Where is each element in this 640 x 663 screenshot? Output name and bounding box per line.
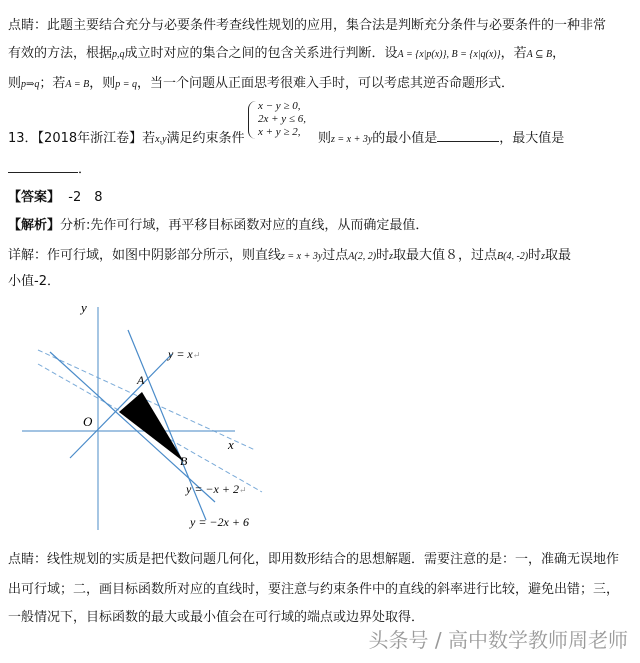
intro-line-1: 点睛：此题主要结合充分与必要条件考查线性规划的应用，集合法是判断充分条件与必要条件的一种非常 — [8, 18, 607, 33]
label-y-eq-neg-x-plus-2: y = −x + 2↵ — [186, 482, 247, 496]
axis-y-label: y — [81, 300, 87, 315]
constraint-2: 2x + y ≤ 6, — [258, 113, 306, 125]
summary-line-2: 出可行域；二，画目标函数所对应的直线时，要注意与约束条件中的直线的斜率进行比较，避免出错；三， — [8, 582, 620, 597]
label-y-eq-x: y = x↵ — [168, 347, 201, 361]
constraint-3: x + y ≥ 2, — [258, 126, 301, 138]
line-y-eq-neg-x-plus-2 — [50, 352, 215, 502]
intro-line-2: 有效的方法，根据p,q成立时对应的集合之间的包含关系进行判断．设A = {x|p(x)}, B = {x|q(x)}，若A ⊆ B， — [8, 46, 566, 61]
watermark: 头条号 / 高中数学教师周老师 — [368, 628, 628, 652]
constraint-1: x − y ≥ 0, — [258, 100, 301, 112]
point-b-label: B — [180, 454, 188, 468]
detail-line-1: 详解：作可行域，如图中阴影部分所示，则直线z = x + 3y过点A(2, 2)时z取最大值８，过点B(4, -2)时z取最 — [8, 248, 572, 263]
min-answer-blank — [437, 129, 499, 142]
detail-line-2: 小值-2． — [8, 274, 60, 289]
max-answer-line: ． — [8, 158, 91, 177]
summary-line-3: 一般情况下，目标函数的最大或最小值会在可行域的端点或边界处取得． — [8, 610, 425, 625]
system-brace — [248, 101, 257, 139]
question-objective: 则z = x + 3y的最小值是 ，最大值是 — [318, 131, 565, 146]
origin-label: O — [83, 414, 93, 429]
line-y-eq-x — [70, 354, 172, 458]
analysis: 【解析】分析:先作可行域，再平移目标函数对应的直线，从而确定最值． — [8, 218, 429, 233]
axis-x-label: x — [228, 437, 234, 452]
answer: 【答案】 -2 8 — [8, 190, 103, 205]
question-line: 13．【2018年浙江卷】若x,y满足约束条件 — [8, 131, 245, 146]
summary-line-1: 点睛：线性规划的实质是把代数问题几何化，即用数形结合的思想解题．需要注意的是：一，准确无误地作 — [8, 552, 620, 567]
feasible-region-figure — [10, 292, 290, 537]
point-a-label: A — [137, 373, 145, 387]
max-answer-blank — [8, 160, 78, 173]
label-y-eq-neg-2x-plus-6: y = −2x + 6 — [190, 515, 249, 529]
intro-line-3: 则p⇒q；若A = B，则p = q，当一个问题从正面思考很难入手时，可以考虑其逆否命题形式． — [8, 76, 514, 91]
feasible-region — [119, 392, 184, 462]
